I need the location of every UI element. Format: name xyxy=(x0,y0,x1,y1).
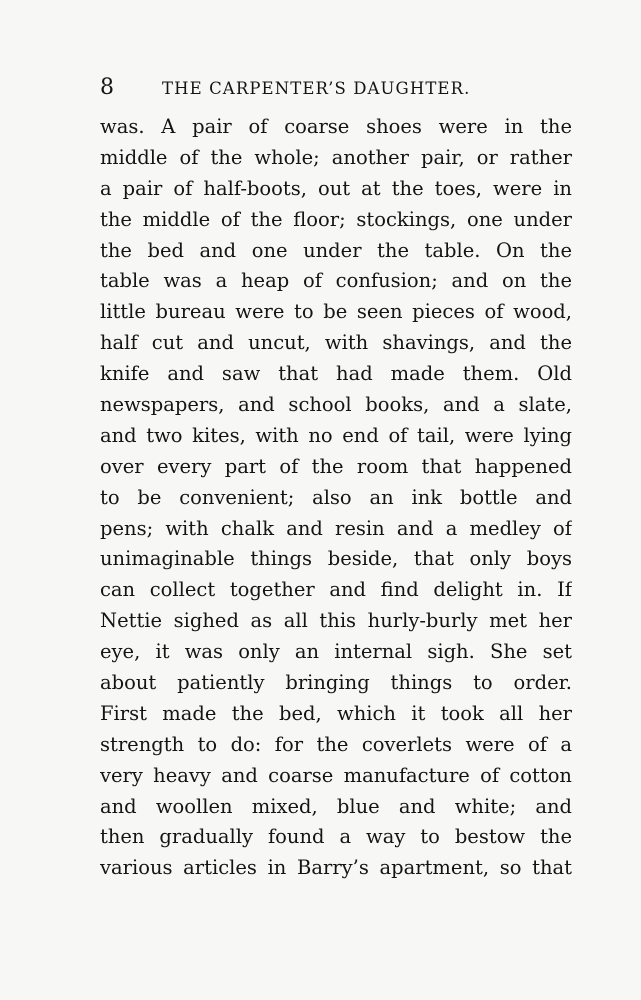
text-line: to be convenient; also an ink bottle and xyxy=(100,485,572,509)
text-line: newspapers, and school books, and a slate, xyxy=(100,393,572,417)
text-line: pens; with chalk and resin and a medley of xyxy=(100,516,572,540)
text-line: table was a heap of confusion; and on the xyxy=(100,269,572,293)
text-line: the bed and one under the table. On the xyxy=(100,238,572,262)
text-line: knife and saw that had made them. Old xyxy=(100,362,572,386)
text-line: a pair of half-boots, out at the toes, were in xyxy=(100,176,572,200)
text-line: strength to do: for the coverlets were of a xyxy=(100,732,572,756)
text-line: then gradually found a way to bestow the xyxy=(100,825,572,849)
text-line: First made the bed, which it took all her xyxy=(100,701,572,725)
text-line: middle of the whole; another pair, or rather xyxy=(100,145,572,169)
text-line: little bureau were to be seen pieces of wood, xyxy=(100,300,572,324)
body-text xyxy=(100,112,572,884)
text-line: half cut and uncut, with shavings, and the xyxy=(100,331,572,355)
text-line: and two kites, with no end of tail, were lying xyxy=(100,423,572,447)
show-through-bleed xyxy=(100,870,572,894)
text-line: can collect together and find delight in. If xyxy=(100,578,572,602)
text-line: various articles in Barry’s apartment, so that xyxy=(100,856,572,880)
running-head xyxy=(100,74,525,104)
text-line: Nettie sighed as all this hurly-burly met her xyxy=(100,609,572,633)
text-line: about patiently bringing things to order. xyxy=(100,671,572,695)
text-line: eye, it was only an internal sigh. She set xyxy=(100,640,572,664)
text-line: over every part of the room that happened xyxy=(100,454,572,478)
text-line: very heavy and coarse manufacture of cotton xyxy=(100,763,572,787)
page-number: 8 xyxy=(100,75,114,100)
running-title: THE CARPENTER’S DAUGHTER. xyxy=(162,79,471,98)
text-line: and woollen mixed, blue and white; and xyxy=(100,794,572,818)
text-line: the middle of the floor; stockings, one under xyxy=(100,207,572,231)
text-line: unimaginable things beside, that only boys xyxy=(100,547,572,571)
text-line: was. A pair of coarse shoes were in the xyxy=(100,115,572,138)
